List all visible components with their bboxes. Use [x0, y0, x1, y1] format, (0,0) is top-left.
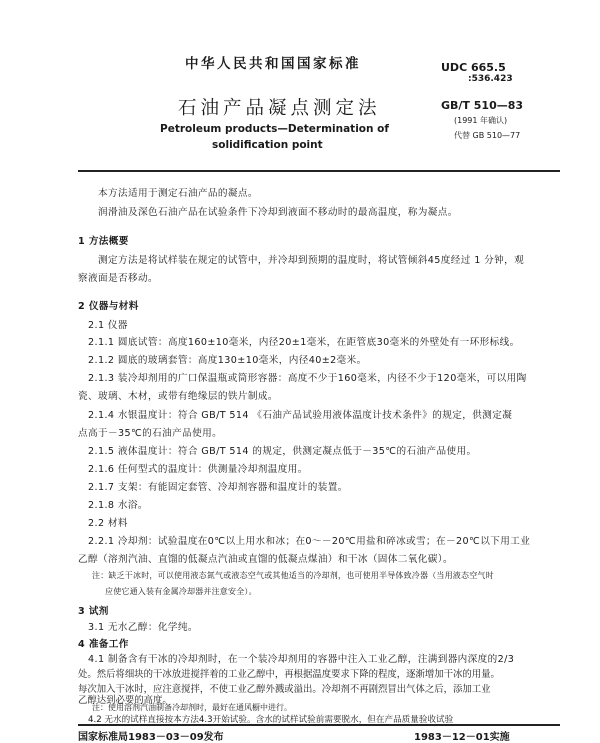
clause-2-1-4-line1: 2.1.4 水银温度计：符合 GB/T 514 《石油产品试验用液体温度计技术条件》的规定，供测定凝: [88, 410, 513, 421]
clause-4-2: 4.2 无水的试样直接按本方法4.3开始试验。含水的试样试验前需要脱水，但在产品质量验收试验: [88, 715, 454, 725]
note-2-line2: 应使它通入装有金属冷却器并注意安全）。: [105, 587, 257, 596]
udc-code: UDC 665.5: [441, 61, 506, 74]
clause-2-1-1: 2.1.1 圆底试管：高度160±10毫米，内径20±1毫米，在距管底30毫米的外壁处有一环形标线。: [88, 337, 520, 348]
clause-2-1-6: 2.1.6 任何型式的温度计：供测量冷却剂温度用。: [88, 464, 308, 475]
clause-3-1: 3.1 无水乙醇：化学纯。: [88, 622, 198, 633]
intro-line-1: 本方法适用于测定石油产品的凝点。: [98, 188, 258, 199]
clause-4-1-line1: 4.1 制备含有干冰的冷却剂时，在一个装冷却剂用的容器中注入工业乙醇，注满到器内深度的2/3: [88, 654, 515, 665]
clause-2-1-5: 2.1.5 液体温度计：符合 GB/T 514 的规定，供测定凝点低于－35℃的石油产品使用。: [88, 446, 477, 457]
section-1-heading: 1 方法概要: [78, 236, 129, 247]
clause-2-1-8: 2.1.8 水浴。: [88, 500, 148, 511]
clause-2-1-3-line1: 2.1.3 装冷却剂用的广口保温瓶或筒形容器：高度不少于160毫米，内径不少于120毫米，可以用陶: [88, 373, 527, 384]
national-standard-label: 中华人民共和国国家标准: [185, 56, 361, 72]
english-title-line2: solidification point: [212, 139, 323, 151]
section-4-heading: 4 准备工作: [78, 639, 129, 650]
confirmation-note: (1991 年确认): [454, 116, 508, 125]
document-title: 石油产品凝点测定法: [178, 98, 381, 119]
note-4: 注：使用溶剂汽油制备冷却剂时，最好在通风橱中进行。: [92, 703, 292, 712]
note-2-line1: 注：缺乏干冰时，可以使用液态氮气或液态空气或其他适当的冷却剂，也可使用半导体致冷器（当用液态空气时: [92, 571, 494, 580]
clause-2-2-1-line1: 2.2.1 冷却剂：试验温度在0℃以上用水和冰；在0～－20℃用盐和碎冰或雪；在－20℃以下用工业: [88, 536, 531, 547]
clause-2-1-2: 2.1.2 圆底的玻璃套管：高度130±10毫米，内径40±2毫米。: [88, 355, 367, 366]
clause-2-1-7: 2.1.7 支架：有能固定套管、冷却剂容器和温度计的装置。: [88, 482, 348, 493]
section-3-heading: 3 试剂: [78, 606, 109, 617]
section-1-text-2: 察液面是否移动。: [78, 273, 158, 284]
clause-4-1-line3: 每次加入干冰时，应注意搅拌，不使工业乙醇外溅或溢出。冷却剂不再剧烈冒出气体之后，添加工业: [78, 684, 491, 695]
intro-line-2: 润滑油及深色石油产品在试验条件下冷却到液面不移动时的最高温度，称为凝点。: [98, 207, 458, 218]
implementation-date: 1983－12－01实施: [414, 732, 510, 743]
clause-2-1-4-line2: 点高于－35℃的石油产品使用。: [78, 428, 223, 439]
english-title-line1: Petroleum products—Determination of: [160, 123, 389, 135]
udc-code-continued: :536.423: [468, 74, 513, 84]
issue-date: 国家标准局1983－03－09发布: [78, 732, 224, 743]
clause-2-1: 2.1 仪器: [88, 320, 128, 331]
clause-2-1-3-line2: 瓷、玻璃、木材，或带有绝缘层的铁片制成。: [78, 391, 278, 402]
clause-2-2: 2.2 材料: [88, 518, 128, 529]
clause-2-2-1-line2: 乙醇（溶剂汽油、直馏的低凝点汽油或直馏的低凝点煤油）和干冰（固体二氧化碳）。: [78, 554, 453, 565]
section-2-heading: 2 仪器与材料: [78, 301, 139, 312]
clause-4-1-line4: 乙醇达到必要的高度。: [78, 695, 172, 706]
clause-4-1-line2: 处。然后将细块的干冰放进搅拌着的工业乙醇中，再根据温度要求下降的程度，逐渐增加干冰的用量。: [78, 669, 500, 680]
standard-code: GB/T 510—83: [441, 99, 524, 112]
header-divider: [78, 170, 560, 172]
section-1-text-1: 测定方法是将试样装在规定的试管中，并冷却到预期的温度时，将试管倾斜45度经过 1 分钟，观: [98, 255, 525, 266]
replaces-note: 代替 GB 510—77: [454, 131, 521, 140]
